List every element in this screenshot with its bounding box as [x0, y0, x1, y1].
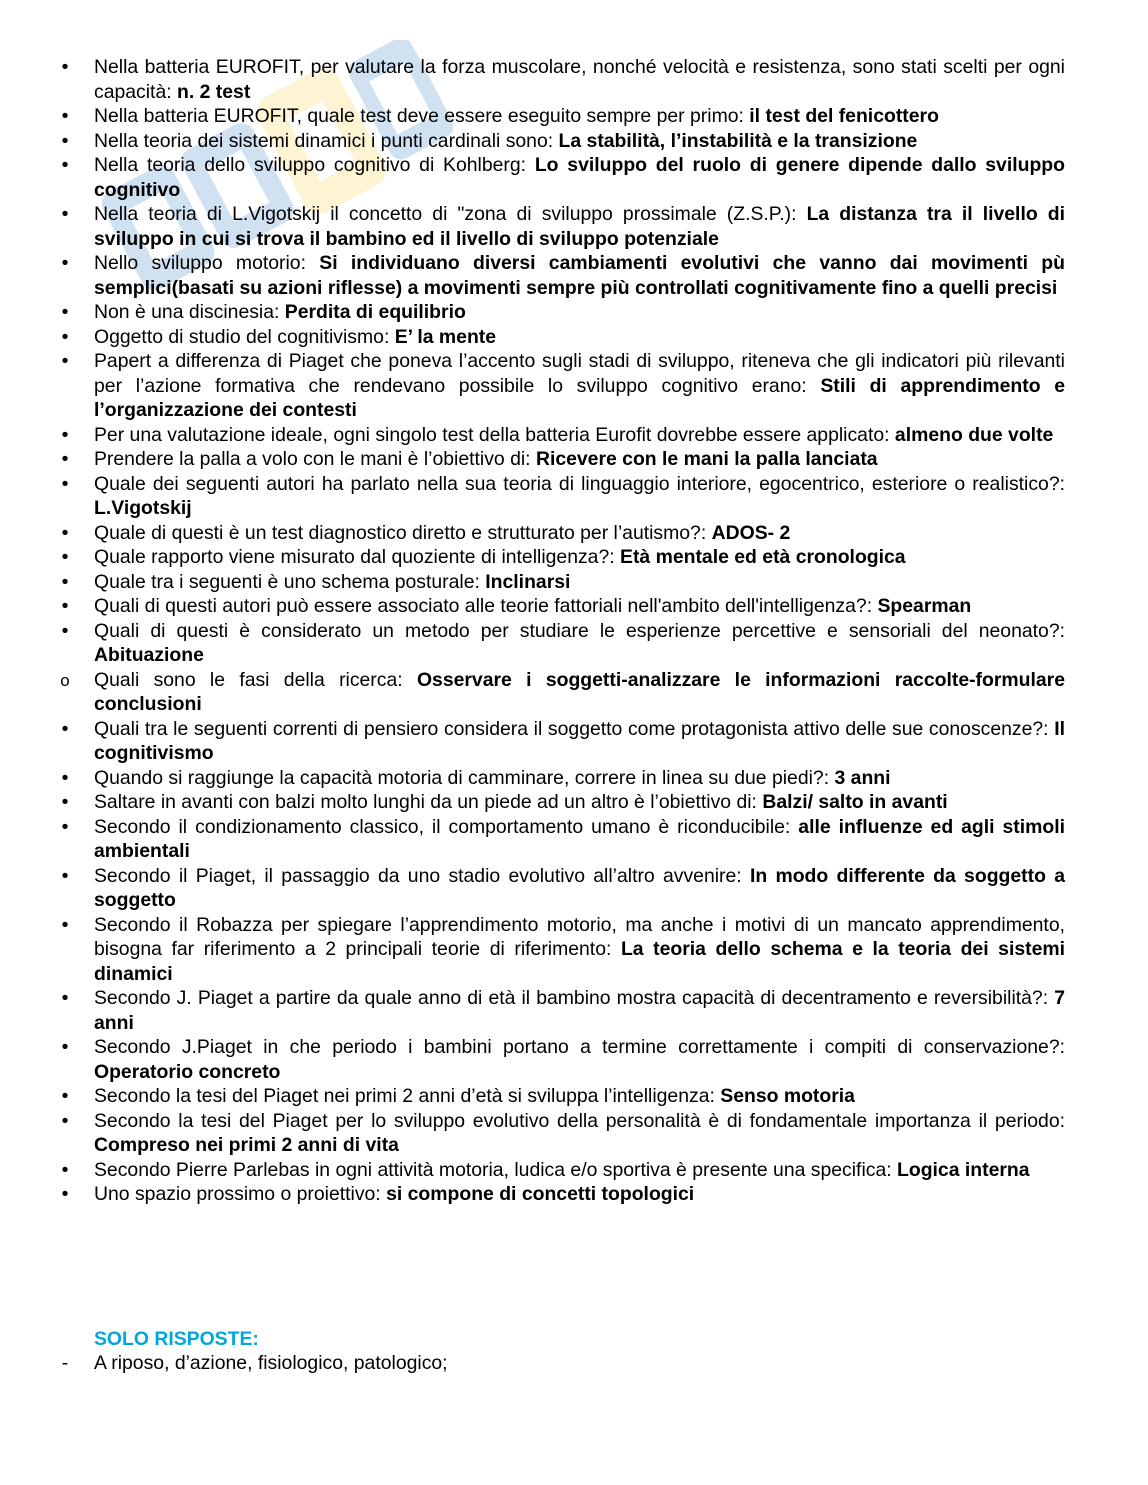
- answer-text: Operatorio concreto: [94, 1060, 281, 1083]
- answer-text: Inclinarsi: [485, 570, 571, 593]
- bullet-icon: [55, 913, 75, 938]
- bullet-icon: [55, 619, 75, 644]
- answer-text: Logica interna: [897, 1158, 1030, 1181]
- bullet-icon: [55, 766, 75, 791]
- question-text: Quando si raggiunge la capacità motoria di camminare, correre in linea su due piedi?:: [94, 766, 835, 789]
- answer-text: almeno due volte: [894, 423, 1054, 446]
- list-item: [55, 349, 1065, 423]
- answer-text: Si individuano diversi cambiamenti evolutivi che vanno dai movimenti pù semplici(basati su azioni riflesse) a movimenti sempre più controllati cognitivamente fino a quelli precisi: [94, 252, 1065, 299]
- answer-text: Il cognitivismo: [94, 717, 1065, 764]
- list-item: [55, 1035, 1065, 1084]
- bullet-icon: [55, 986, 75, 1011]
- question-text: Saltare in avanti con balzi molto lunghi da un piede ad un altro è l’obiettivo di:: [94, 791, 763, 813]
- list-item: [55, 325, 1065, 350]
- answer-text: Spearman: [877, 595, 972, 617]
- answer-text: La teoria dello schema e la teoria dei sistemi dinamici: [94, 938, 1065, 985]
- answer-text: Ricevere con le mani la palla lanciata: [535, 448, 878, 470]
- circle-bullet-icon: [55, 668, 75, 694]
- answer-text: 7 anni: [94, 987, 1065, 1034]
- list-item: [55, 202, 1065, 251]
- list-item: [55, 104, 1065, 129]
- bullet-icon: [55, 300, 75, 325]
- list-item: [55, 1109, 1065, 1158]
- bullet-icon: [55, 129, 75, 154]
- answer-text: Abituazione: [94, 644, 204, 666]
- list-item: [55, 423, 1065, 448]
- list-item: [55, 251, 1065, 300]
- dash-bullet-icon: [55, 1351, 75, 1376]
- answer-text: In modo differente da soggetto a soggetto: [94, 864, 1065, 911]
- bullet-icon: [55, 1158, 75, 1183]
- list-item: [55, 1084, 1065, 1109]
- bullet-icon: [55, 472, 75, 497]
- question-text: Nella teoria dello sviluppo cognitivo di Kohlberg:: [94, 154, 535, 176]
- list-item: [55, 1158, 1065, 1183]
- answer-text: n. 2 test: [177, 80, 251, 103]
- bullet-icon: [55, 570, 75, 595]
- answer-text: 3 anni: [834, 766, 891, 789]
- question-text: Quali di questi è considerato un metodo per studiare le esperienze percettive e sensoriali del neonato?:: [94, 619, 1065, 642]
- question-text: Secondo il condizionamento classico, il comportamento umano è riconducibile:: [94, 815, 799, 838]
- question-text: Uno spazio prossimo o proiettivo:: [94, 1183, 387, 1205]
- question-text: Prendere la palla a volo con le mani è l’obiettivo di:: [94, 448, 536, 470]
- question-text: Nello sviluppo motorio:: [94, 252, 320, 274]
- list-item: [55, 521, 1065, 546]
- bullet-icon: [55, 594, 75, 619]
- list-item: [55, 913, 1065, 987]
- bullet-icon: [55, 545, 75, 570]
- list-item: [55, 790, 1065, 815]
- answer-text: ADOS- 2: [711, 521, 791, 544]
- list-item: [55, 619, 1065, 668]
- answer-text: si compone di concetti topologici: [386, 1183, 695, 1205]
- question-text: Nella teoria di L.Vigotskij il concetto di "zona di sviluppo prossimale (Z.S.P.):: [94, 203, 807, 225]
- answer-text: E’ la mente: [394, 325, 497, 348]
- answer-text: Balzi/ salto in avanti: [762, 791, 948, 813]
- answer-text: alle influenze ed agli stimoli ambientali: [94, 815, 1065, 862]
- list-item: [55, 717, 1065, 766]
- list-item: [55, 472, 1065, 521]
- list-item: [55, 594, 1065, 619]
- list-item: [55, 570, 1065, 595]
- answer-text: Lo sviluppo del ruolo di genere dipende dallo sviluppo cognitivo: [94, 154, 1065, 201]
- answer-text: Senso motoria: [720, 1085, 855, 1107]
- question-text: Secondo la tesi del Piaget per lo sviluppo evolutivo della personalità è di fondamentale importanza il periodo:: [94, 1109, 1065, 1132]
- question-text: Secondo la tesi del Piaget nei primi 2 anni d’età si sviluppa l’intelligenza:: [94, 1085, 721, 1107]
- question-text: Nella batteria EUROFIT, per valutare la forza muscolare, nonché velocità e resistenza, sono stati scelti per ogni capacità:: [94, 56, 1065, 103]
- question-text: Secondo il Robazza per spiegare l’apprendimento motorio, ma anche i motivi di un mancato apprendimento, bisogna far riferimento a 2 principali teorie di riferimento:: [94, 913, 1065, 960]
- question-text: Secondo Pierre Parlebas in ogni attività motoria, ludica e/o sportiva è presente una specifica:: [94, 1158, 898, 1181]
- list-item: [55, 447, 1065, 472]
- bullet-icon: [55, 864, 75, 889]
- question-text: Quali sono le fasi della ricerca:: [94, 668, 417, 691]
- question-text: Quale dei seguenti autori ha parlato nella sua teoria di linguaggio interiore, egocentrico, esteriore o realistico?:: [94, 472, 1065, 495]
- bullet-icon: [55, 521, 75, 546]
- list-item: [55, 986, 1065, 1035]
- answer-text: Età mentale ed età cronologica: [620, 546, 906, 568]
- question-text: Quali tra le seguenti correnti di pensiero considera il soggetto come protagonista attivo delle sue conoscenze?:: [94, 717, 1055, 740]
- list-item: [55, 129, 1065, 154]
- bullet-icon: [55, 325, 75, 350]
- bullet-icon: [55, 1084, 75, 1109]
- answers-list: [55, 1351, 1065, 1376]
- answer-text: L.Vigotskij: [94, 497, 192, 519]
- list-item: [55, 766, 1065, 791]
- section-heading: SOLO RISPOSTE:: [94, 1328, 259, 1350]
- list-item: [55, 300, 1065, 325]
- answer-text: Osservare i soggetti-analizzare le informazioni raccolte-formulare conclusioni: [94, 668, 1065, 715]
- bullet-icon: [55, 1035, 75, 1060]
- list-item: [55, 153, 1065, 202]
- bullet-icon: [55, 153, 75, 178]
- bullet-icon: [55, 202, 75, 227]
- bullet-icon: [55, 717, 75, 742]
- answer-text: La stabilità, l’instabilità e la transizione: [558, 129, 918, 152]
- bullet-icon: [55, 55, 75, 80]
- bullet-icon: [55, 790, 75, 815]
- list-item: [55, 864, 1065, 913]
- answer-text: La distanza tra il livello di sviluppo in cui si trova il bambino ed il livello di sviluppo potenziale: [94, 203, 1066, 250]
- bullet-icon: [55, 251, 75, 276]
- bullet-icon: [55, 104, 75, 129]
- question-text: Quale rapporto viene misurato dal quoziente di intelligenza?:: [94, 546, 621, 568]
- question-text: Nella batteria EUROFIT, quale test deve essere eseguito sempre per primo:: [94, 105, 750, 127]
- question-text: Secondo il Piaget, il passaggio da uno stadio evolutivo all’altro avvenire:: [94, 864, 750, 887]
- answer-text: il test del fenicottero: [749, 105, 939, 127]
- question-text: Papert a differenza di Piaget che poneva l’accento sugli stadi di sviluppo, riteneva che gli indicatori più rilevanti per l’azione formativa che rendevano possibile lo sviluppo cognitivo erano:: [94, 350, 1065, 397]
- question-text: Oggetto di studio del cognitivismo:: [94, 325, 395, 348]
- bullet-icon: [55, 423, 75, 448]
- question-text: Per una valutazione ideale, ogni singolo test della batteria Eurofit dovrebbe essere applicato:: [94, 423, 895, 446]
- question-answer-list: [55, 55, 1065, 1207]
- question-text: Nella teoria dei sistemi dinamici i punti cardinali sono:: [94, 129, 559, 152]
- list-item: [55, 815, 1065, 864]
- question-text: Non è una discinesia:: [94, 301, 285, 323]
- question-text: Secondo J. Piaget a partire da quale anno di età il bambino mostra capacità di decentramento e reversibilità?:: [94, 987, 1055, 1009]
- list-item: [55, 668, 1065, 717]
- answer-text: Compreso nei primi 2 anni di vita: [94, 1134, 399, 1156]
- list-item: [55, 1182, 1065, 1207]
- answer-item: [55, 1351, 1065, 1376]
- question-text: Secondo J.Piaget in che periodo i bambini portano a termine correttamente i compiti di conservazione?:: [94, 1036, 1065, 1058]
- bullet-icon: [55, 447, 75, 472]
- answer-text: Perdita di equilibrio: [284, 301, 466, 323]
- question-text: Quale tra i seguenti è uno schema posturale:: [94, 570, 486, 593]
- list-item: [55, 55, 1065, 104]
- bullet-icon: [55, 1182, 75, 1207]
- bullet-icon: [55, 1109, 75, 1134]
- answer-line-text: A riposo, d’azione, fisiologico, patologico;: [94, 1352, 448, 1374]
- answer-text: Stili di apprendimento e l’organizzazione dei contesti: [94, 374, 1065, 421]
- list-item: [55, 545, 1065, 570]
- question-text: Quale di questi è un test diagnostico diretto e strutturato per l’autismo?:: [94, 521, 712, 544]
- bullet-icon: [55, 815, 75, 840]
- question-text: Quali di questi autori può essere associato alle teorie fattoriali nell'ambito dell'intelligenza?:: [94, 595, 878, 617]
- bullet-icon: [55, 349, 75, 374]
